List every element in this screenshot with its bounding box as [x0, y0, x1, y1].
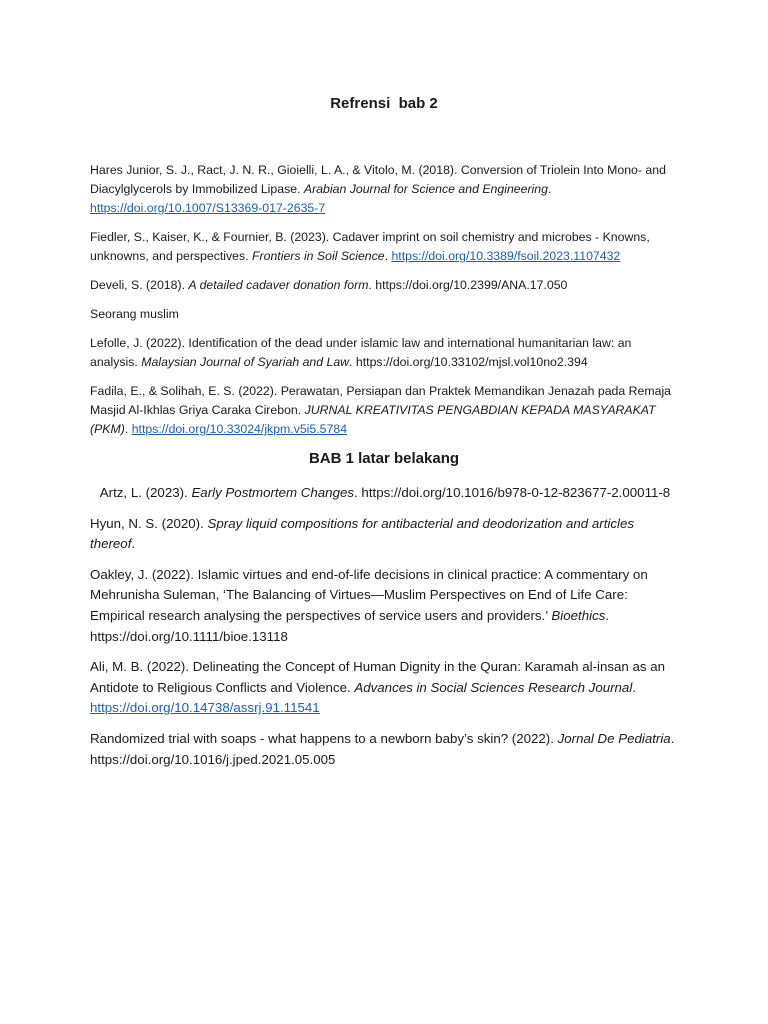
- doi-link[interactable]: https://doi.org/10.3389/fsoil.2023.1107432: [391, 249, 621, 263]
- journal-title: JURNAL KREATIVITAS PENGABDIAN KEPADA MASYARAKAT (PKM): [90, 403, 656, 436]
- note-text: Seorang muslim: [90, 307, 179, 321]
- separator: .: [670, 730, 675, 746]
- reference-item: [90, 657, 680, 719]
- separator: .: [349, 355, 356, 369]
- reference-text: Fadila, E., & Solihah, E. S. (2022). Perawatan, Persiapan dan Praktek Memandikan Jenazah pada Remaja Masjid Al-Ikhlas Griya Caraka Cirebon.: [90, 384, 672, 417]
- reference-text: Fiedler, S., Kaiser, K., & Fournier, B. (2023). Cadaver imprint on soil chemistry and microbes - Knowns, unknowns, and perspectives.: [90, 230, 650, 263]
- doi-text: https://doi.org/10.1016/j.jped.2021.05.005: [90, 751, 336, 767]
- reference-text: Randomized trial with soaps - what happens to a newborn baby’s skin? (2022).: [90, 730, 558, 746]
- doi-link[interactable]: https://doi.org/10.1007/S13369-017-2635-7: [90, 201, 326, 215]
- book-title: A detailed cadaver donation form: [188, 278, 369, 292]
- doi-text: https://doi.org/10.33102/mjsl.vol10no2.394: [355, 355, 588, 369]
- reference-item: [90, 228, 680, 266]
- separator: .: [547, 182, 552, 196]
- reference-text: Hyun, N. S. (2020).: [90, 515, 208, 531]
- separator: .: [124, 422, 132, 436]
- doi-text: https://doi.org/10.1016/b978-0-12-823677-2.00011-8: [361, 485, 671, 500]
- reference-item: [90, 729, 680, 770]
- separator: .: [632, 679, 636, 695]
- reference-text: Oakley, J. (2022). Islamic virtues and end-of-life decisions in clinical practice: A commentary on Mehrunisha Suleman, ‘The Balancing of Virtues—Muslim Perspectives on End of Life Care: Empirical research analysing the perspectives of service users and providers.’: [90, 566, 648, 623]
- reference-text: Develi, S. (2018).: [90, 278, 189, 292]
- separator: .: [384, 249, 392, 263]
- journal-title: Advances in Social Sciences Research Journal: [354, 679, 633, 695]
- separator: .: [368, 278, 376, 292]
- section-heading: BAB 1 latar belakang: [308, 450, 460, 467]
- doi-link[interactable]: https://doi.org/10.14738/assrj.91.11541: [90, 700, 320, 716]
- reference-item: [90, 334, 680, 372]
- journal-title: Jornal De Pediatria: [557, 730, 671, 746]
- reference-text: Artz, L. (2023).: [99, 485, 192, 500]
- book-title: Early Postmortem Changes: [191, 485, 355, 500]
- doi-text: https://doi.org/10.1111/bioe.13118: [90, 628, 288, 644]
- doi-text: https://doi.org/10.2399/ANA.17.050: [375, 278, 568, 292]
- journal-title: Arabian Journal for Science and Engineering: [303, 182, 548, 196]
- reference-item: [90, 483, 680, 504]
- separator: .: [354, 485, 362, 500]
- page-title: Refrensi bab 2: [330, 95, 438, 112]
- reference-item: [90, 276, 680, 295]
- reference-list-bab1: [90, 483, 680, 780]
- journal-title: Malaysian Journal of Syariah and Law: [141, 355, 350, 369]
- reference-item: [90, 161, 680, 218]
- separator: .: [605, 607, 610, 623]
- reference-list-bab2: [90, 161, 680, 449]
- separator: .: [131, 536, 136, 552]
- reference-text: Ali, M. B. (2022). Delineating the Concept of Human Dignity in the Quran: Karamah al-insan as an Antidote to Religious Conflicts and Violence.: [90, 659, 666, 695]
- reference-text: Hares Junior, S. J., Ract, J. N. R., Gioielli, L. A., & Vitolo, M. (2018). Conversion of Triolein Into Mono- and Diacylglycerols by Immobilized Lipase.: [90, 163, 666, 196]
- reference-item: [90, 514, 680, 555]
- reference-text: Lefolle, J. (2022). Identification of the dead under islamic law and international humanitarian law: an analysis.: [90, 336, 632, 369]
- journal-title: Bioethics: [551, 607, 606, 623]
- patent-title: Spray liquid compositions for antibacterial and deodorization and articles thereof: [90, 515, 634, 552]
- reference-item: [90, 565, 680, 647]
- doi-link[interactable]: https://doi.org/10.33024/jkpm.v5i5.5784: [131, 422, 348, 436]
- reference-item: [90, 382, 680, 439]
- journal-title: Frontiers in Soil Science: [252, 249, 385, 263]
